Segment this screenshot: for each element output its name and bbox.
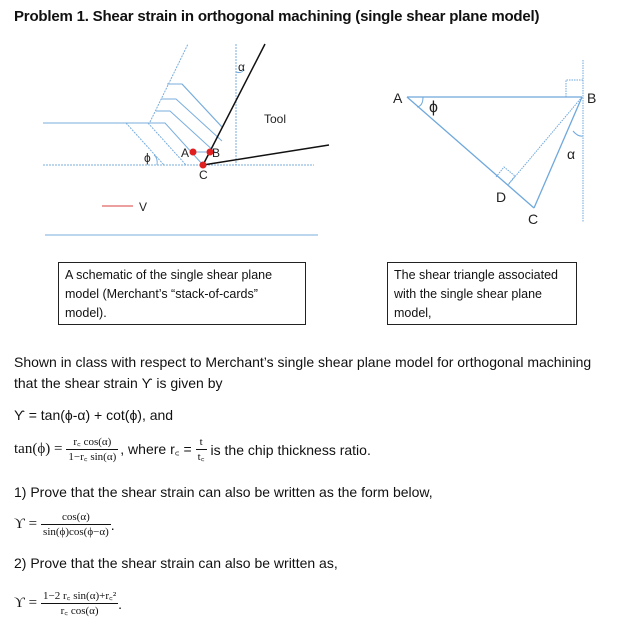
alpha-label-left: α	[238, 60, 245, 74]
equation-q2	[14, 590, 122, 617]
eq4-lhs: ϒ =	[14, 595, 38, 611]
equation-q1	[14, 511, 115, 538]
eq4-denominator: r꜀ cos(α)	[60, 605, 99, 617]
eq3-fraction	[41, 511, 111, 538]
eq4-numerator: 1−2 r꜀ sin(α)+r꜀²	[43, 590, 117, 602]
phi-label-right: ϕ	[429, 99, 438, 116]
eq2-ratio-denominator: t꜀	[197, 451, 205, 463]
eq2-numerator: r꜀ cos(α)	[66, 436, 118, 450]
question-1: 1) Prove that the shear strain can also be written as the form below,	[14, 484, 433, 500]
phi-label-left: ϕ	[144, 151, 151, 165]
left-figure-caption: A schematic of the single shear plane model (Merchant’s “stack-of-cards” model).	[58, 262, 306, 325]
label-c-left: C	[199, 168, 208, 182]
eq2-denominator: 1−r꜀ sin(α)	[68, 451, 117, 463]
eq2-lhs: tan(ϕ) =	[14, 441, 63, 457]
label-d-right: D	[496, 189, 507, 205]
intro-text-line1: Shown in class with respect to Merchant’s single shear plane model for orthogonal machining	[14, 354, 592, 370]
intro-text-line2: that the shear strain ϒ is given by	[14, 375, 223, 391]
tool-edges	[203, 44, 329, 165]
eq3-lhs: ϒ =	[14, 516, 38, 532]
eq2-fraction	[66, 436, 118, 463]
label-a-right: A	[393, 90, 403, 106]
eq2-where: , where r꜀ =	[120, 441, 192, 457]
point-a	[190, 149, 197, 156]
eq3-denominator: sin(ϕ)cos(ϕ−α)	[43, 526, 109, 538]
alpha-label-right: α	[567, 146, 576, 162]
problem-title: Problem 1. Shear strain in orthogonal machining (single shear plane model)	[14, 8, 540, 25]
eq2-tail: is the chip thickness ratio.	[210, 441, 371, 458]
equation-tan-phi	[14, 436, 371, 463]
label-b-right: B	[587, 90, 597, 106]
eq2-ratio-fraction	[196, 436, 207, 463]
equation-shear-strain: ϒ = tan(ϕ-α) + cot(ϕ), and	[14, 407, 174, 423]
question-2: 2) Prove that the shear strain can also be written as,	[14, 555, 338, 571]
eq3-numerator: cos(α)	[41, 511, 111, 525]
eq3-period: .	[110, 516, 115, 533]
velocity-label: V	[139, 200, 148, 214]
tool-label: Tool	[264, 112, 287, 126]
right-figure-caption: The shear triangle associated with the single shear plane model,	[387, 262, 577, 325]
left-schematic	[43, 44, 318, 235]
eq2-ratio-numerator: t	[196, 436, 207, 450]
eq4-period: .	[118, 595, 123, 612]
diagrams	[0, 0, 634, 260]
label-c-right: C	[528, 211, 539, 227]
label-b-left: B	[212, 146, 221, 160]
shear-triangle	[407, 60, 583, 222]
label-a-left: A	[181, 146, 190, 160]
eq4-fraction	[41, 590, 118, 617]
